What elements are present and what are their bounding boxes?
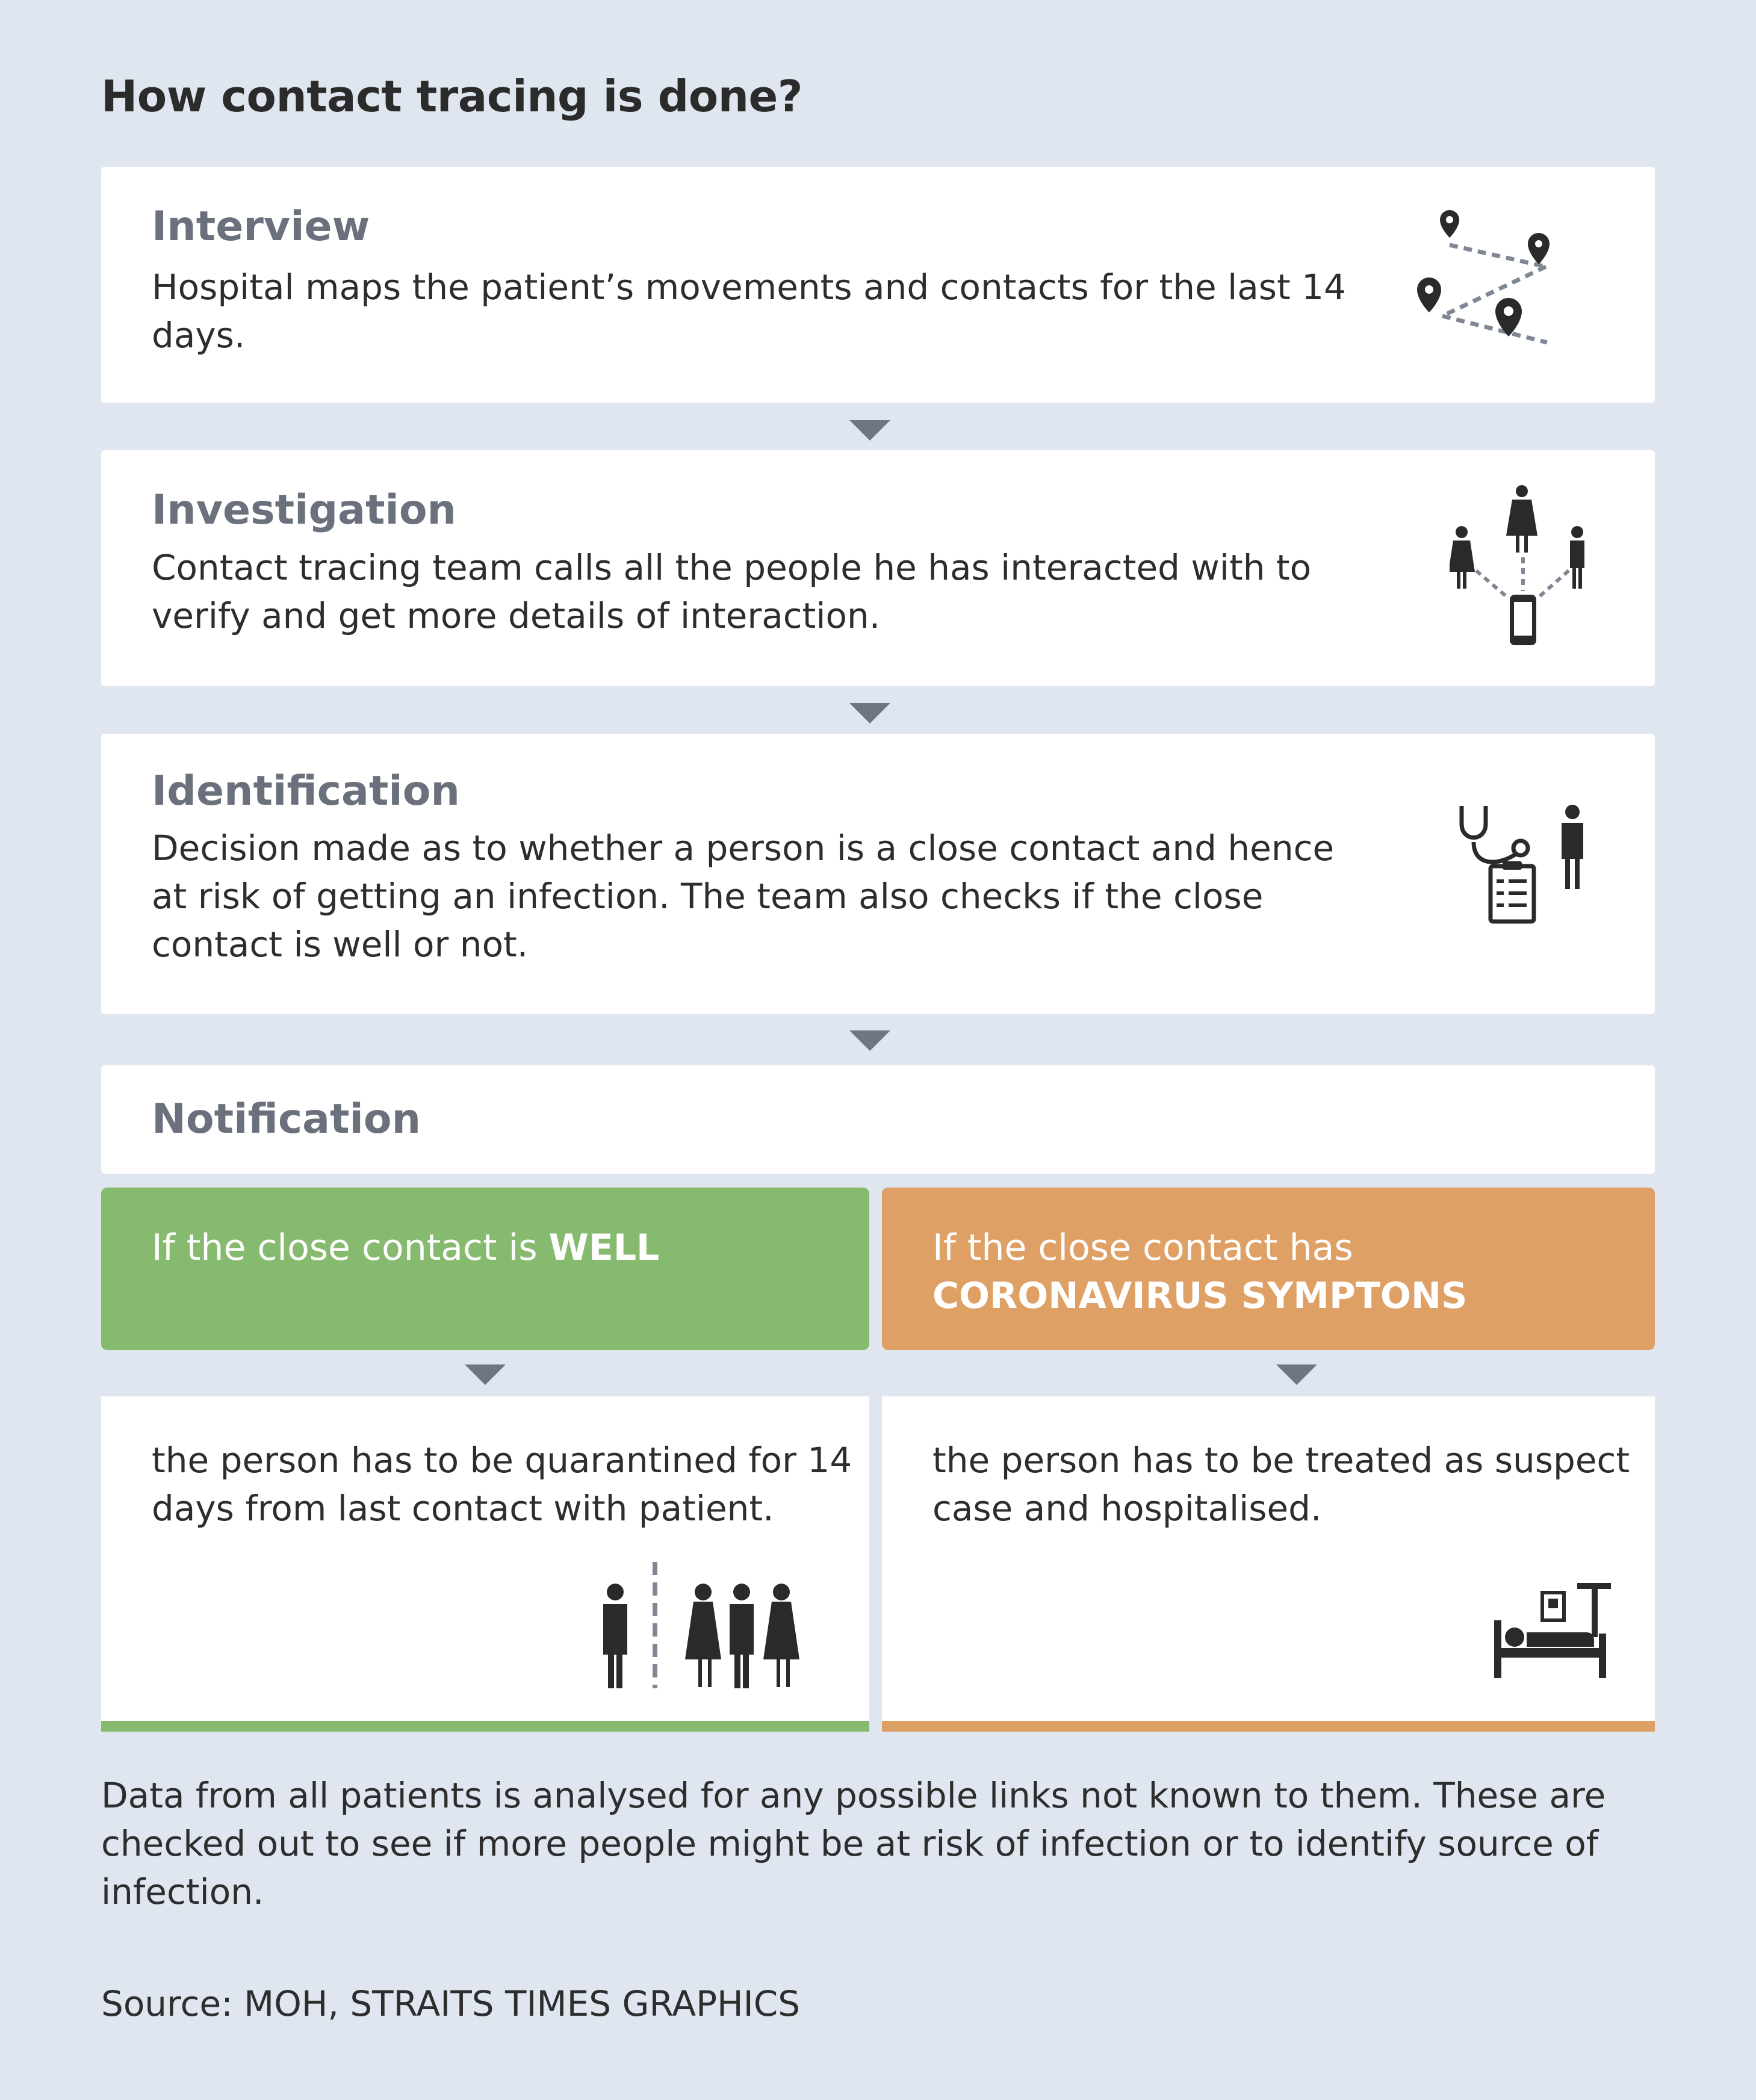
- flow-arrow: [849, 703, 890, 723]
- step-title: Interview: [152, 203, 370, 250]
- flow-arrow: [849, 420, 890, 441]
- outcome-symptoms-bar: [882, 1721, 1655, 1732]
- step-card-investigation: [101, 450, 1655, 686]
- outcome-well-bar: [101, 1721, 869, 1732]
- page-title: How contact tracing is done?: [101, 71, 803, 122]
- branch-symptoms: [882, 1188, 1655, 1350]
- phone-contacts-icon: [1450, 483, 1594, 651]
- step-card-notification: [101, 1065, 1655, 1174]
- step-title: Identification: [152, 767, 460, 815]
- hospital-bed-icon: [1493, 1577, 1613, 1679]
- step-title: Notification: [152, 1095, 421, 1143]
- outcome-symptoms-text: the person has to be treated as suspect case and hospitalised.: [932, 1440, 1630, 1529]
- flow-arrow: [849, 1030, 890, 1051]
- step-card-identification: [101, 734, 1655, 1014]
- flow-arrow: [1276, 1364, 1317, 1385]
- branch-symptoms-emphasis: CORONAVIRUS SYMPTONS: [932, 1275, 1468, 1317]
- outcome-well-card: [101, 1396, 869, 1732]
- flow-arrow: [465, 1364, 506, 1385]
- step-description: Hospital maps the patient’s movements and contacts for the last 14 days.: [152, 267, 1346, 356]
- outcome-well-text: the person has to be quarantined for 14 days from last contact with patient.: [152, 1440, 852, 1529]
- branch-well-prefix: If the close contact is: [152, 1227, 549, 1269]
- quarantine-people-icon: [595, 1562, 811, 1688]
- step-title: Investigation: [152, 486, 456, 534]
- source-credit: Source: MOH, STRAITS TIMES GRAPHICS: [101, 1983, 801, 2024]
- map-route-icon: [1413, 209, 1594, 353]
- branch-symptoms-prefix: If the close contact has: [932, 1227, 1353, 1269]
- footnote: Data from all patients is analysed for any possible links not known to them. These are checked out to see if more people might be at risk of infection or to identify source of infection.: [101, 1775, 1606, 1912]
- step-card-interview: [101, 167, 1655, 403]
- branch-well-emphasis: WELL: [548, 1227, 660, 1269]
- step-description: Decision made as to whether a person is a close contact and hence at risk of getting an infection. The team also checks if the close contact is well or not.: [152, 828, 1335, 965]
- outcome-symptoms-card: [882, 1396, 1655, 1732]
- stethoscope-clipboard-icon: [1456, 800, 1600, 938]
- branch-well: [101, 1188, 869, 1350]
- step-description: Contact tracing team calls all the people he has interacted with to verify and get more details of interaction.: [152, 547, 1312, 636]
